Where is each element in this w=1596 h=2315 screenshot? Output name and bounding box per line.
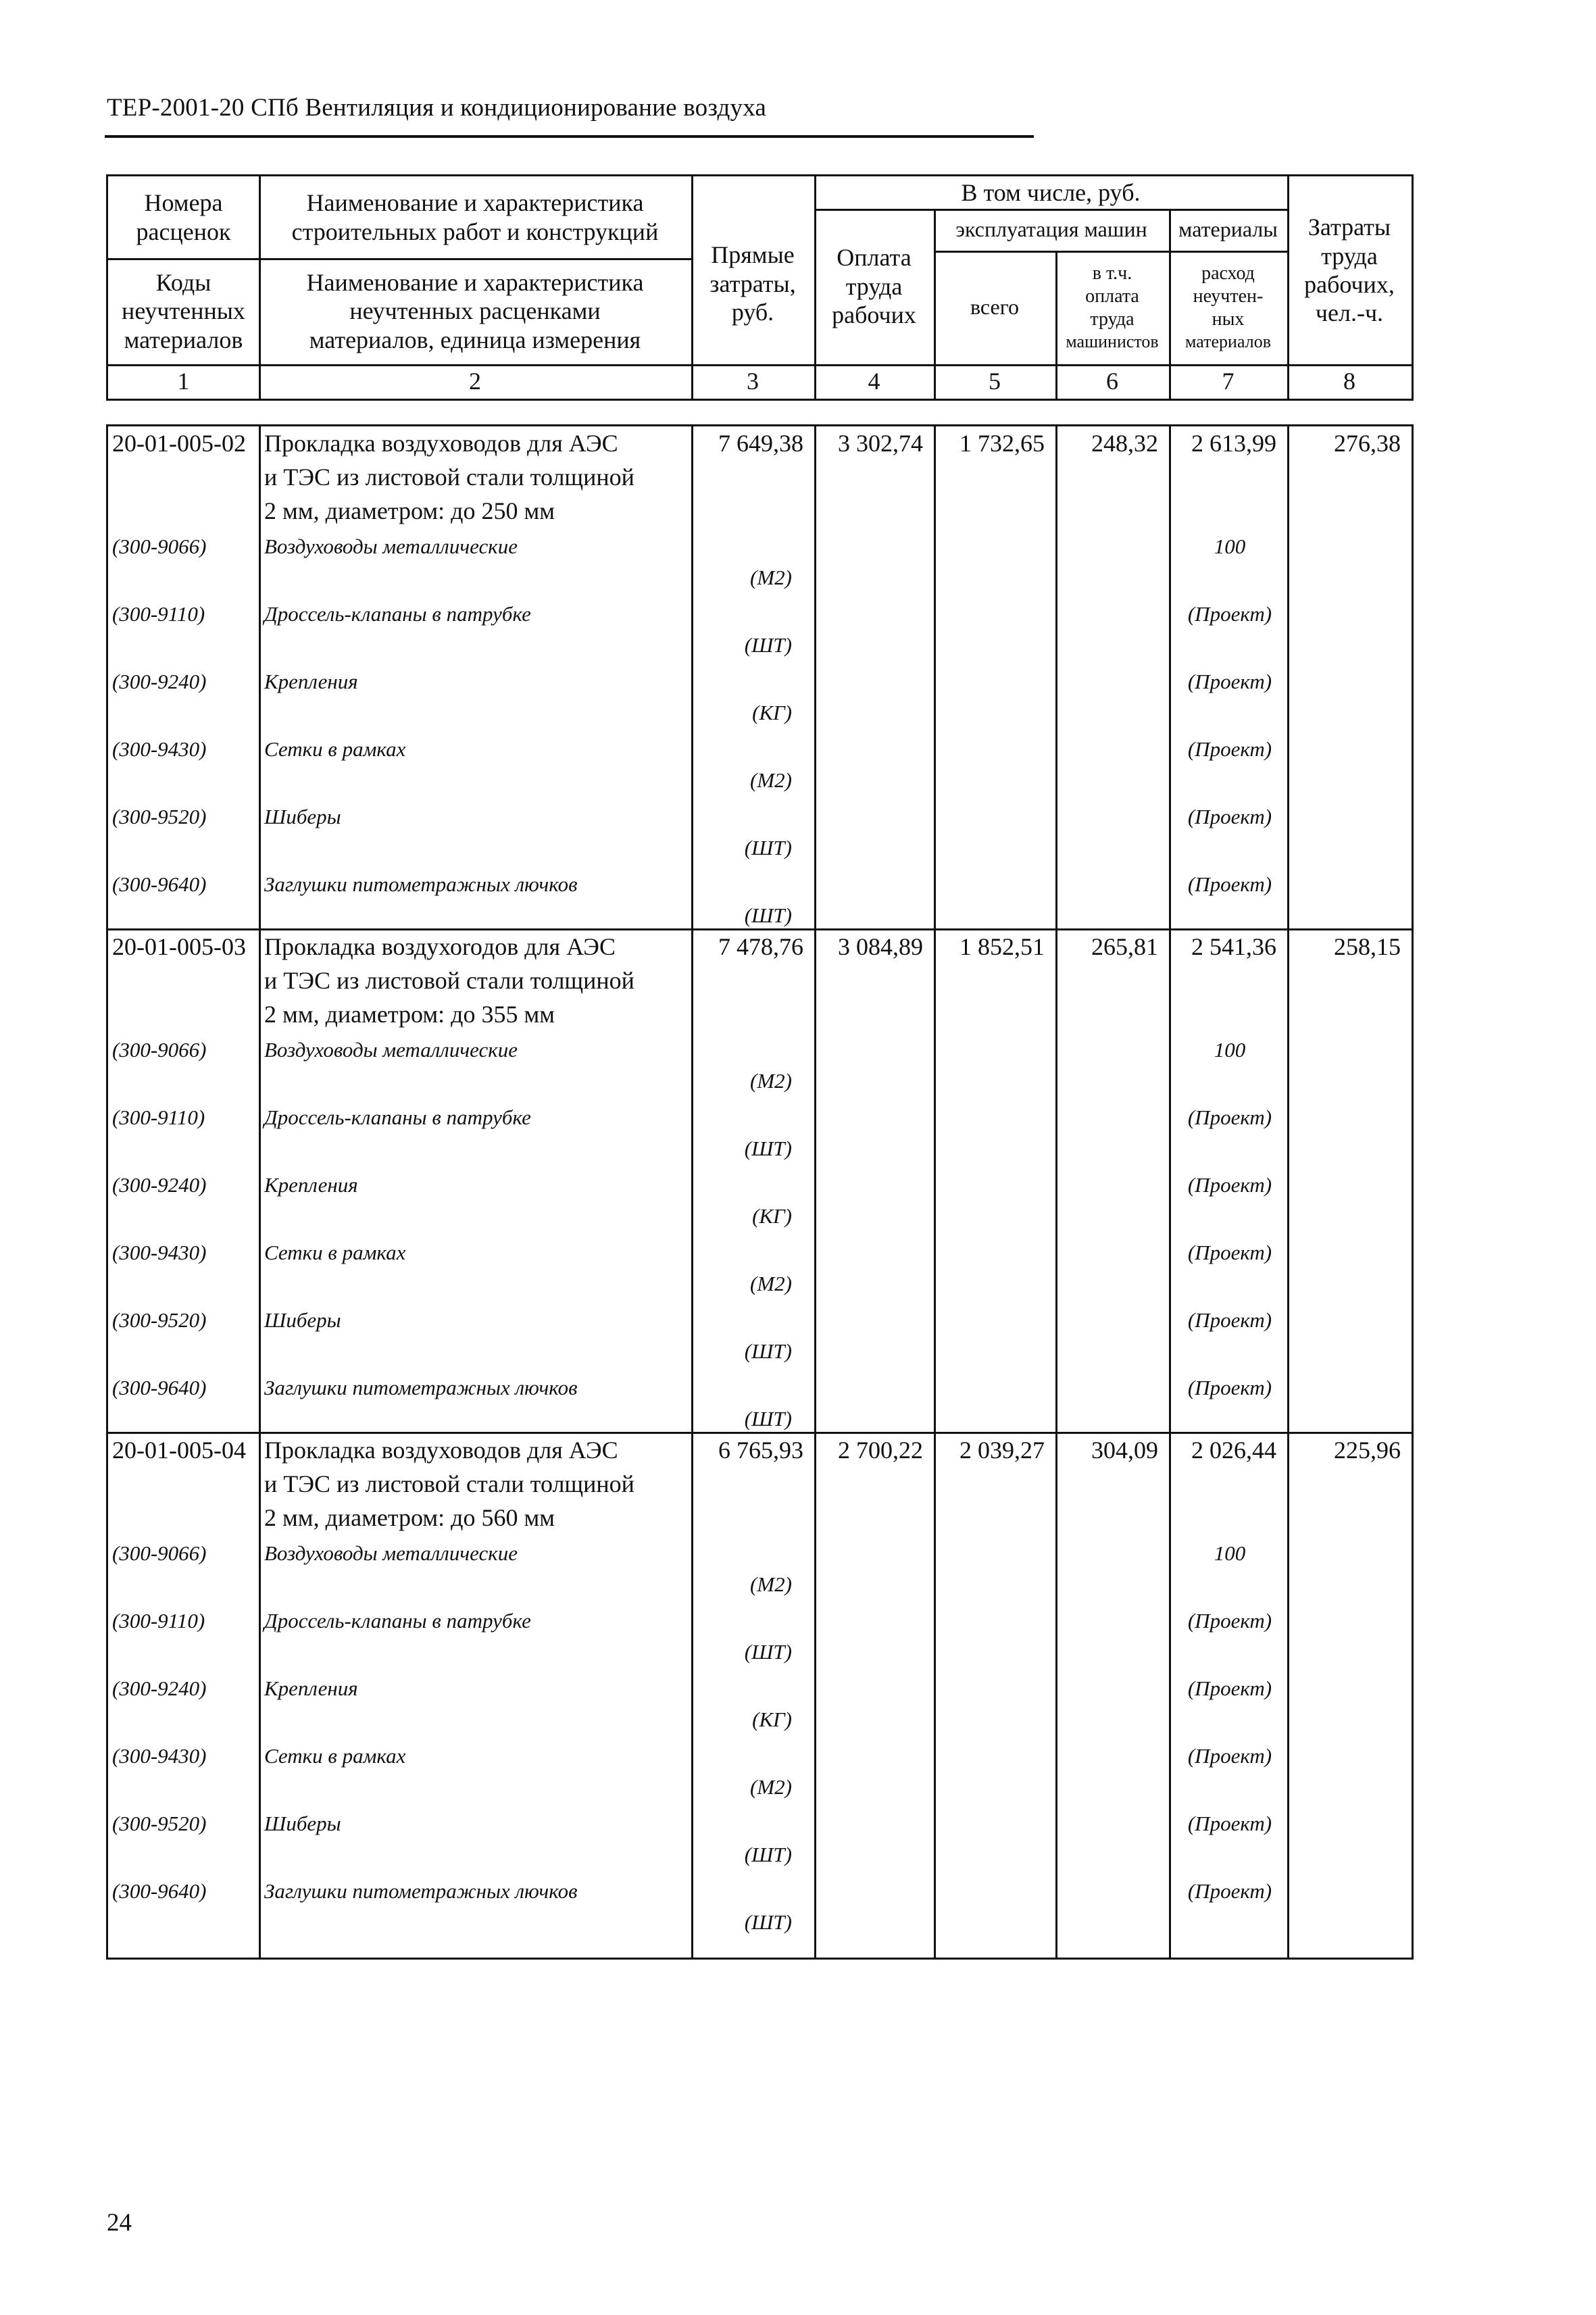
material-code: (300-9520) <box>112 805 207 828</box>
machines-total: 1 732,65 <box>959 430 1045 457</box>
material-consumption: (Проект) <box>1187 1173 1272 1197</box>
material-consumption: (Проект) <box>1187 1879 1272 1903</box>
material-code: (300-9240) <box>112 1676 207 1700</box>
material-name: Шиберы <box>264 1812 341 1835</box>
col5-header: всего <box>970 295 1020 320</box>
header-rule <box>105 135 1034 138</box>
labor-hours: 225,96 <box>1334 1437 1401 1464</box>
col7-l1: расход <box>1201 262 1255 284</box>
material-name: Сетки в рамках <box>264 1744 406 1768</box>
material-code: (300-9066) <box>112 534 207 558</box>
col-number-2: 2 <box>469 368 481 395</box>
material-code: (300-9110) <box>112 602 205 626</box>
material-unit: (КГ) <box>752 1708 792 1731</box>
rate-name-line: и ТЭС из листовой стали толщиной <box>264 1470 634 1497</box>
material-name: Заглушки питометражных лючков <box>264 1879 578 1903</box>
col-number-1: 1 <box>177 368 190 395</box>
material-code: (300-9110) <box>112 1609 205 1633</box>
rate-name-line: 2 мм, диаметром: до 355 мм <box>264 1001 555 1028</box>
machinists-pay: 265,81 <box>1091 933 1158 960</box>
col6-l3: труда <box>1090 309 1134 330</box>
material-code: (300-9066) <box>112 1541 207 1565</box>
material-code: (300-9430) <box>112 1241 207 1264</box>
material-consumption: (Проект) <box>1187 1744 1272 1768</box>
material-name: Воздуховоды металлические <box>264 1038 518 1062</box>
col7-l3: ных <box>1212 309 1245 330</box>
material-name: Крепления <box>264 1676 358 1700</box>
col3-l2: затраты, <box>709 270 796 297</box>
material-name: Дроссель-клапаны в патрубке <box>264 602 531 626</box>
group-header: В том числе, руб. <box>961 178 1141 206</box>
col3-l3: руб. <box>731 299 774 326</box>
material-consumption: (Проект) <box>1187 1308 1272 1332</box>
col2-bottom-l2: неучтенных расценками <box>349 297 601 325</box>
col4-l3: рабочих <box>832 301 916 329</box>
material-code: (300-9640) <box>112 1376 207 1399</box>
material-unit: (ШТ) <box>744 633 792 657</box>
material-unit: (ШТ) <box>744 1137 792 1160</box>
col-number-7: 7 <box>1222 368 1235 395</box>
col8-l3: рабочих, <box>1304 271 1395 298</box>
material-unit: (М2) <box>750 566 792 589</box>
material-unit: (ШТ) <box>744 1843 792 1866</box>
material-consumption: (Проект) <box>1187 1812 1272 1835</box>
col8-l1: Затраты <box>1307 214 1391 241</box>
col4-l1: Оплата <box>837 244 912 272</box>
machinists-pay: 304,09 <box>1091 1437 1158 1464</box>
material-unit: (КГ) <box>752 1204 792 1228</box>
col-number-6: 6 <box>1106 368 1118 395</box>
material-name: Дроссель-клапаны в патрубке <box>264 1105 531 1129</box>
rates-table <box>106 424 1414 1960</box>
material-unit: (ШТ) <box>744 1407 792 1430</box>
rate-name-line: 2 мм, диаметром: до 250 мм <box>264 497 555 524</box>
material-name: Сетки в рамках <box>264 737 406 761</box>
col-number-8: 8 <box>1343 368 1355 395</box>
material-name: Шиберы <box>264 805 341 828</box>
direct-cost: 7 649,38 <box>718 430 803 457</box>
material-code: (300-9066) <box>112 1038 207 1062</box>
machines-header: эксплуатация машин <box>955 217 1147 242</box>
col7-l4: материалов <box>1185 332 1271 352</box>
material-code: (300-9240) <box>112 1173 207 1197</box>
material-consumption: (Проект) <box>1187 1376 1272 1399</box>
material-unit: (М2) <box>750 1272 792 1295</box>
material-consumption: 100 <box>1214 534 1246 558</box>
material-unit: (ШТ) <box>744 903 792 927</box>
labor-cost: 2 700,22 <box>838 1437 923 1464</box>
material-code: (300-9240) <box>112 670 207 693</box>
material-consumption: (Проект) <box>1187 872 1272 896</box>
materials-cost: 2 541,36 <box>1191 933 1276 960</box>
labor-hours: 258,15 <box>1334 933 1401 960</box>
direct-cost: 7 478,76 <box>718 933 803 960</box>
rate-code: 20-01-005-02 <box>112 430 246 457</box>
material-code: (300-9520) <box>112 1308 207 1332</box>
col6-l2: оплата <box>1085 286 1139 307</box>
material-name: Воздуховоды металлические <box>264 534 518 558</box>
col1-bottom-l3: материалов <box>124 326 243 353</box>
material-consumption: (Проект) <box>1187 1676 1272 1700</box>
material-consumption: (Проект) <box>1187 670 1272 693</box>
col-number-3: 3 <box>747 368 759 395</box>
material-code: (300-9430) <box>112 1744 207 1768</box>
materials-header: материалы <box>1178 217 1278 242</box>
col2-bottom-l1: Наименование и характеристика <box>306 268 644 296</box>
col-number-4: 4 <box>868 368 880 395</box>
col1-bottom-l2: неучтенных <box>122 297 245 325</box>
material-unit: (ШТ) <box>744 1910 792 1934</box>
col3-l1: Прямые <box>711 241 795 269</box>
material-code: (300-9430) <box>112 737 207 761</box>
machines-total: 2 039,27 <box>959 1437 1045 1464</box>
material-name: Крепления <box>264 1173 358 1197</box>
material-consumption: (Проект) <box>1187 737 1272 761</box>
material-name: Шиберы <box>264 1308 341 1332</box>
machines-total: 1 852,51 <box>959 933 1045 960</box>
material-name: Заглушки питометражных лючков <box>264 872 578 896</box>
material-unit: (ШТ) <box>744 1640 792 1664</box>
material-consumption: (Проект) <box>1187 1241 1272 1264</box>
material-unit: (М2) <box>750 1069 792 1093</box>
col6-l4: машинистов <box>1066 332 1159 352</box>
rate-name-line: и ТЭС из листовой стали толщиной <box>264 967 634 994</box>
material-code: (300-9640) <box>112 872 207 896</box>
labor-hours: 276,38 <box>1334 430 1401 457</box>
labor-cost: 3 302,74 <box>838 430 923 457</box>
page-number: 24 <box>107 2209 132 2237</box>
col8-l2: труда <box>1321 242 1378 270</box>
material-consumption: (Проект) <box>1187 1609 1272 1633</box>
labor-cost: 3 084,89 <box>838 933 923 960</box>
col2-bottom-l3: материалов, единица измерения <box>309 326 641 353</box>
rate-name-line: Прокладка воздухоroдов для АЭС <box>264 933 616 960</box>
material-name: Сетки в рамках <box>264 1241 406 1264</box>
materials-cost: 2 026,44 <box>1191 1437 1276 1464</box>
rate-name-line: Прокладка воздуховодов для АЭС <box>264 1437 618 1464</box>
material-name: Дроссель-клапаны в патрубке <box>264 1609 531 1633</box>
material-consumption: 100 <box>1214 1541 1246 1565</box>
direct-cost: 6 765,93 <box>718 1437 803 1464</box>
col8-l4: чел.-ч. <box>1315 299 1384 327</box>
table-header <box>106 174 1414 401</box>
material-name: Крепления <box>264 670 358 693</box>
material-name: Воздуховоды металлические <box>264 1541 518 1565</box>
material-code: (300-9640) <box>112 1879 207 1903</box>
col6-l1: в т.ч. <box>1092 262 1132 284</box>
material-unit: (М2) <box>750 1775 792 1799</box>
materials-cost: 2 613,99 <box>1191 430 1276 457</box>
col2-top-l2: строительных работ и конструкций <box>291 218 659 245</box>
material-unit: (КГ) <box>752 701 792 724</box>
page-title: ТЕР-2001-20 СПб Вентиляция и кондиционирование воздуха <box>107 94 767 122</box>
col2-top-l1: Наименование и характеристика <box>306 189 644 217</box>
col-number-5: 5 <box>989 368 1001 395</box>
rate-code: 20-01-005-04 <box>112 1437 246 1464</box>
material-code: (300-9520) <box>112 1812 207 1835</box>
material-unit: (М2) <box>750 768 792 792</box>
material-unit: (ШТ) <box>744 836 792 860</box>
material-code: (300-9110) <box>112 1105 205 1129</box>
rate-name-line: Прокладка воздуховодов для АЭС <box>264 430 618 457</box>
col1-top-l1: Номера <box>144 189 223 217</box>
rate-name-line: 2 мм, диаметром: до 560 мм <box>264 1504 555 1531</box>
material-name: Заглушки питометражных лючков <box>264 1376 578 1399</box>
machinists-pay: 248,32 <box>1091 430 1158 457</box>
rate-name-line: и ТЭС из листовой стали толщиной <box>264 464 634 491</box>
col7-l2: неучтен- <box>1193 286 1264 307</box>
col4-l2: труда <box>845 272 903 300</box>
material-unit: (М2) <box>750 1572 792 1596</box>
material-consumption: (Проект) <box>1187 805 1272 828</box>
material-unit: (ШТ) <box>744 1339 792 1363</box>
material-consumption: 100 <box>1214 1038 1246 1062</box>
material-consumption: (Проект) <box>1187 602 1272 626</box>
col1-bottom-l1: Коды <box>155 268 211 296</box>
material-consumption: (Проект) <box>1187 1105 1272 1129</box>
col1-top-l2: расценок <box>136 218 231 245</box>
rate-code: 20-01-005-03 <box>112 933 246 960</box>
